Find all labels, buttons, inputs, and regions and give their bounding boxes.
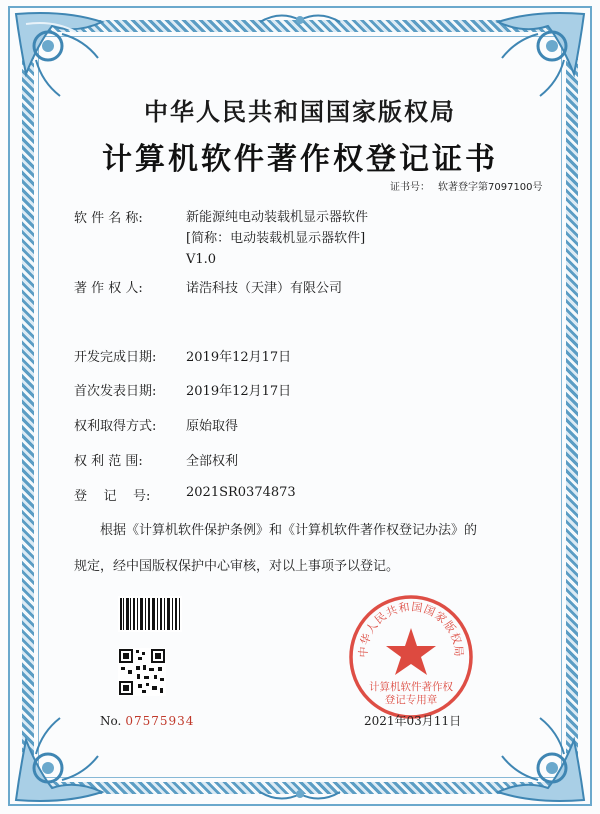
certificate-number: [390, 178, 543, 193]
issuer-heading: 中华人民共和国国家版权局: [144, 97, 456, 126]
software-name-value: 新能源纯电动装载机显示器软件: [186, 210, 369, 225]
dev-date-row: [74, 346, 292, 365]
statement-line-1: 根据《计算机软件保护条例》和《计算机软件著作权登记办法》的: [100, 523, 478, 538]
owner-label: 著 作 权 人:: [74, 281, 143, 296]
acquire-label: 权利取得方式:: [74, 419, 157, 434]
bottom-scroll-ornament-icon: [250, 782, 350, 806]
scope-value: 全部权利: [186, 454, 239, 469]
pub-date-label: 首次发表日期:: [74, 384, 157, 399]
seal-star-icon: [386, 628, 436, 675]
certificate-number-value: 软著登字第7097100号: [438, 182, 543, 193]
owner-row: [74, 277, 343, 296]
acquire-row: [74, 415, 239, 434]
dev-date-label: 开发完成日期:: [74, 350, 157, 365]
pub-date-row: [74, 380, 292, 399]
reg-no-value: 2021SR0374873: [186, 485, 296, 500]
top-scroll-ornament-icon: [250, 8, 350, 32]
software-name-label: 软 件 名 称:: [74, 211, 143, 226]
reg-no-label: 登 记 号:: [74, 489, 151, 504]
scope-label: 权 利 范 围:: [74, 454, 143, 469]
scope-row: [74, 450, 239, 469]
seal-ring-text: 中华人民共和国国家版权局: [356, 600, 466, 658]
certificate-number-label: 证书号：: [390, 182, 430, 193]
statement-line-2: 规定，经中国版权保护中心审核，对以上事项予以登记。: [74, 559, 400, 574]
seal-line-1: 计算机软件著作权: [369, 681, 453, 693]
seal-line-2: 登记专用章: [384, 694, 438, 706]
dev-date-value: 2019年12月17日: [186, 350, 292, 365]
issue-date: 2021年03月11日: [364, 714, 462, 728]
reg-no-row: [74, 485, 296, 504]
official-seal: [346, 592, 476, 722]
pub-date-value: 2019年12月17日: [186, 384, 292, 399]
owner-value: 诺浩科技（天津）有限公司: [186, 281, 343, 296]
software-name-block: [186, 207, 368, 270]
serial-label: No.: [100, 714, 122, 728]
acquire-value: 原始取得: [186, 419, 239, 434]
corner-ornament-icon: [484, 700, 594, 810]
software-short-name: [简称：电动装载机显示器软件]: [186, 231, 366, 246]
qr-code-icon: [118, 648, 166, 696]
software-name-row: [74, 207, 184, 226]
serial-number: [100, 714, 194, 728]
certificate-title: 计算机软件著作权登记证书: [102, 142, 498, 177]
software-version: V1.0: [186, 252, 217, 267]
serial-value: 07575934: [125, 714, 195, 728]
barcode-icon: [118, 596, 182, 632]
